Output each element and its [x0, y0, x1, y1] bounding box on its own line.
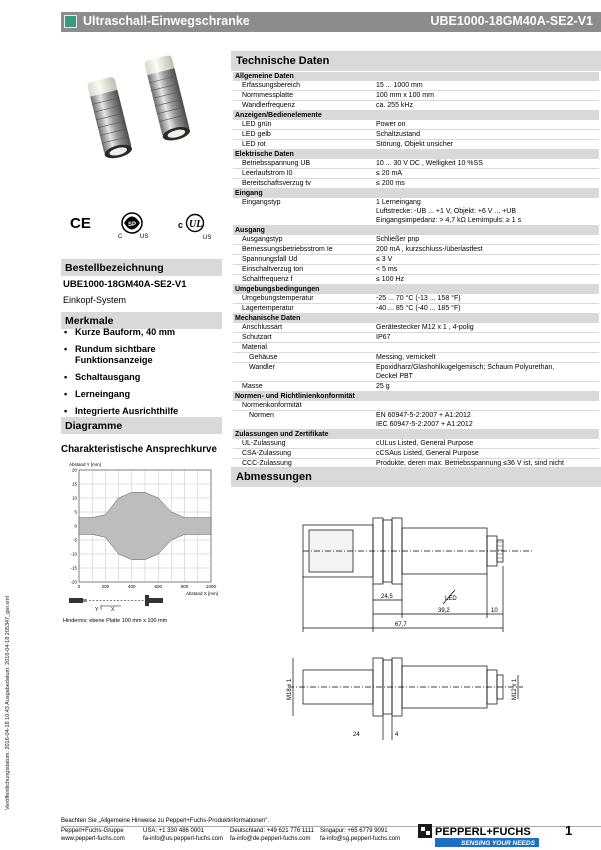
tech-value: IP67: [376, 334, 391, 341]
tech-data-row: [233, 411, 599, 430]
tech-data-section: [231, 51, 601, 71]
ul-mark-icon: [178, 215, 211, 242]
tech-key: Lagertemperatur: [242, 305, 294, 312]
feature-item: • Rundum sichtbare Funktionsanzeige: [63, 344, 221, 366]
tech-value: ≤ 100 Hz: [376, 276, 404, 283]
tech-key: Elektrische Daten: [235, 151, 294, 158]
tech-key: Ausgang: [235, 227, 265, 234]
tech-key: Betriebsspannung UB: [242, 160, 311, 167]
y-tick-label: -5: [72, 537, 77, 543]
publication-info: Veröffentlichungsdatum: 2016-04-18 10:43 Ausgabedatum: 2016-04-18 205347_ger.xml: [5, 596, 11, 810]
tech-data-row: [233, 169, 599, 179]
model-number: UBE1000-18GM40A-SE2-V1: [430, 14, 593, 28]
tech-data-row: [233, 333, 599, 343]
tech-value: Störung, Objekt unsicher: [376, 141, 454, 148]
diagrams-section: [61, 417, 222, 434]
tech-value: 200 mA , kurzschluss-/überlastfest: [376, 246, 483, 253]
certification-marks: [70, 208, 220, 248]
features-list: [63, 327, 221, 423]
tech-group-row: [233, 150, 599, 159]
tech-data-heading: Technische Daten: [231, 51, 601, 71]
feature-item: • Schaltausgang: [63, 372, 221, 383]
x-tick-label: 800: [180, 584, 189, 589]
tech-key: Material: [242, 344, 267, 351]
x-axis-label: Abstand X [mm]: [186, 591, 219, 596]
feature-item: • Lerneingang: [63, 389, 221, 400]
tech-value: 10 ... 30 V DC , Welligkeit 10 %SS: [376, 160, 483, 167]
tech-data-row: [233, 449, 599, 459]
tech-key: Eingangstyp: [242, 199, 281, 206]
svg-text:SP: SP: [128, 222, 137, 228]
dim-4: 4: [395, 732, 399, 738]
y-tick-label: 0: [74, 523, 77, 529]
footer-group: [61, 828, 125, 843]
csa-us-label: US: [140, 234, 149, 240]
tech-key: Wandlerfrequenz: [242, 102, 296, 109]
tech-data-row: [233, 275, 599, 285]
tech-value: Schließer pnp: [376, 236, 420, 243]
tech-data-row: [233, 255, 599, 265]
tech-key: Gehäuse: [249, 354, 278, 361]
order-description: Einkopf-System: [63, 295, 127, 305]
tech-group-row: [233, 72, 599, 81]
curve-title: Charakteristische Ansprechkurve: [61, 444, 217, 455]
response-curve-chart: [61, 458, 223, 628]
tech-key: Normen: [249, 412, 274, 419]
tech-key: Eingang: [235, 190, 263, 197]
tech-value: Gerätestecker M12 x 1 , 4-polig: [376, 324, 474, 331]
tech-group-row: [233, 111, 599, 120]
tech-value: 15 ... 1000 mm: [376, 82, 423, 89]
tech-key: LED gelb: [242, 131, 271, 138]
tech-value: ≤ 200 ms: [376, 180, 405, 187]
y-tick-label: 10: [71, 495, 77, 501]
brand-name: PEPPERL+FUCHS: [435, 826, 531, 838]
x-tick-label: 200: [101, 584, 110, 589]
footer-de-email-link[interactable]: fa-info@de.pepperl-fuchs.com: [230, 835, 311, 842]
tech-value: < 5 ms: [376, 266, 398, 273]
dim-67-7: 67,7: [395, 622, 407, 628]
dimension-drawing: [233, 490, 601, 760]
tech-key: Bereitschaftsverzug tv: [242, 180, 311, 187]
y-tick-label: 15: [71, 481, 77, 487]
tech-value: ≤ 20 mA: [376, 170, 403, 177]
tech-value: EN 60947-5-2:2007 + A1:2012 IEC 60947-5-2:2007 + A1:2012: [376, 412, 473, 428]
tech-key: Einschaltverzug ton: [242, 266, 304, 273]
legend-x-label: X: [111, 607, 115, 613]
tech-data-row: [233, 198, 599, 226]
tech-key: LED rot: [242, 141, 266, 148]
tech-data-row: [233, 401, 599, 411]
tech-key: Masse: [242, 383, 263, 390]
tech-data-row: [233, 363, 599, 382]
y-tick-label: 5: [74, 509, 77, 515]
tech-key: Normmessplatte: [242, 92, 293, 99]
y-tick-label: -10: [70, 551, 77, 557]
tech-key: CSA-Zulassung: [242, 450, 292, 457]
tech-key: Normen- und Richtlinienkonformität: [235, 393, 355, 400]
dim-39-2: 39,2: [438, 608, 450, 614]
tech-data-row: [233, 120, 599, 130]
legend-y-label: Y: [95, 607, 99, 613]
brand-logo: [418, 822, 540, 848]
tech-data-row: [233, 91, 599, 101]
tech-value: [376, 401, 599, 410]
tech-value: -25 ... 70 °C (-13 ... 158 °F): [376, 295, 461, 302]
dim-10: 10: [491, 608, 498, 614]
tech-value: Schaltzustand: [376, 131, 420, 138]
diagrams-heading: Diagramme: [61, 417, 222, 434]
feature-item: • Kurze Bauform, 40 mm: [63, 327, 221, 338]
x-tick-label: 1000: [205, 584, 217, 589]
tech-data-row: [233, 294, 599, 304]
tech-key: Umgebungstemperatur: [242, 295, 314, 302]
tech-data-row: [233, 130, 599, 140]
tech-value: -40 ... 85 °C (-40 ... 185 °F): [376, 305, 461, 312]
features-heading: Merkmale: [61, 312, 222, 329]
thread-m18: M18 x 1: [287, 678, 293, 700]
tech-value: ca. 255 kHz: [376, 102, 413, 109]
footer-note: Beachten Sie „Allgemeine Hinweise zu Pepperl+Fuchs-Produktinformationen".: [61, 818, 270, 824]
footer-group-name: Pepperl+Fuchs-Gruppe: [61, 828, 124, 834]
tech-data-row: [233, 101, 599, 111]
ce-mark: CE: [70, 215, 91, 232]
order-heading: Bestellbezeichnung: [61, 259, 222, 276]
tech-value: 100 mm x 100 mm: [376, 92, 434, 99]
tech-value: 25 g: [376, 383, 390, 390]
tech-key: Bemessungsbetriebsstrom Ie: [242, 246, 333, 253]
tech-data-row: [233, 353, 599, 363]
tech-key: Allgemeine Daten: [235, 73, 294, 80]
tech-value: Produkte, deren max. Betriebsspannung ≤36 V ist, sind nicht: [376, 460, 564, 467]
tech-key: Schutzart: [242, 334, 272, 341]
csa-c-label: C: [118, 234, 123, 240]
tech-group-row: [233, 314, 599, 323]
brand-tagline: SENSING YOUR NEEDS: [461, 840, 535, 847]
tech-data-row: [233, 382, 599, 392]
order-code: UBE1000-18GM40A-SE2-V1: [63, 279, 187, 290]
footer-usa-phone: USA: +1 330 486 0001: [143, 828, 204, 834]
tech-group-row: [233, 430, 599, 439]
tech-data-row: [233, 245, 599, 255]
tech-data-row: [233, 81, 599, 91]
ul-c-label: c: [178, 220, 184, 230]
tech-data-row: [233, 159, 599, 169]
tech-group-row: [233, 189, 599, 198]
tech-data-row: [233, 304, 599, 314]
footer-usa: [143, 828, 223, 843]
tech-data-row: [233, 343, 599, 353]
tech-group-row: [233, 226, 599, 235]
page-number: 1: [565, 823, 573, 838]
feature-item: • Integrierte Ausrichthilfe: [63, 406, 221, 417]
tech-value: 1 Lerneingang Luftstrecke: -UB ... +1 V, Objekt: +6 V ... +UB Eingangsimpedanz: > 4,7 kΩ Lernimpuls: ≥ 1 s: [376, 199, 522, 224]
tech-key: Mechanische Daten: [235, 315, 301, 322]
tech-value: cULus Listed, General Purpose: [376, 440, 474, 447]
footer-website-link[interactable]: www.pepperl-fuchs.com: [61, 835, 125, 842]
tech-key: Schaltfrequenz f: [242, 276, 293, 283]
footer-usa-email-link[interactable]: fa-info@us.pepperl-fuchs.com: [143, 835, 224, 842]
tech-value: Messing, vernickelt: [376, 354, 436, 361]
led-label: LED: [445, 596, 457, 602]
tech-value: Power on: [376, 121, 406, 128]
tech-key: Anzeigen/Bedienelemente: [235, 112, 322, 119]
ul-us-label: US: [203, 235, 212, 241]
y-tick-label: -15: [70, 565, 77, 571]
tech-data-row: [233, 265, 599, 275]
tech-key: Zulassungen und Zertifikate: [235, 431, 329, 438]
tech-key: Leerlaufstrom I0: [242, 170, 293, 177]
header-logo-icon: [64, 15, 77, 28]
thread-m12: M12 x 1: [512, 678, 518, 700]
footer-de-phone: Deutschland: +49 621 776 1111: [230, 828, 314, 834]
dim-24-5: 24,5: [381, 594, 393, 600]
y-tick-label: 20: [71, 467, 77, 473]
footer-sg-phone: Singapur: +65 6779 9091: [320, 828, 388, 834]
y-tick-label: -20: [70, 579, 77, 585]
document-header: [61, 12, 601, 32]
dimensions-heading: Abmessungen: [231, 467, 601, 487]
tech-data-row: [233, 323, 599, 333]
tech-value: [376, 343, 599, 352]
tech-value: ≤ 3 V: [376, 256, 393, 263]
tech-key: Anschlussart: [242, 324, 283, 331]
tech-key: Normenkonformität: [242, 402, 302, 409]
product-photo: [72, 48, 212, 188]
x-tick-label: 600: [154, 584, 162, 589]
footer-germany: [230, 828, 314, 843]
tech-key: LED grün: [242, 121, 272, 128]
y-axis-label: Abstand Y [mm]: [69, 462, 101, 467]
footer-sg-email-link[interactable]: fa-info@sg.pepperl-fuchs.com: [320, 835, 401, 842]
csa-mark-icon: [118, 213, 148, 240]
tech-value: cCSAus Listed, General Purpose: [376, 450, 479, 457]
tech-key: Ausgangstyp: [242, 236, 283, 243]
tech-key: CCC-Zulassung: [242, 460, 292, 467]
tech-key: UL-Zulassung: [242, 440, 286, 447]
order-section: [61, 259, 222, 276]
tech-key: Spannungsfall Ud: [242, 256, 298, 263]
tech-group-row: [233, 285, 599, 294]
tech-group-row: [233, 392, 599, 401]
dim-24: 24: [353, 732, 360, 738]
tech-key: Umgebungsbedingungen: [235, 286, 320, 293]
document-title: Ultraschall-Einwegschranke: [83, 14, 250, 28]
x-tick-label: 400: [128, 584, 136, 589]
tech-data-row: [233, 235, 599, 245]
measurement-sketch-icon: [69, 595, 163, 613]
tech-key: Wandler: [249, 364, 275, 371]
tech-key: Erfassungsbereich: [242, 82, 300, 89]
tech-data-row: [233, 439, 599, 449]
x-tick-label: 0: [77, 584, 81, 589]
chart-note: Hindernis: ebene Platte 100 mm x 100 mm: [63, 618, 168, 624]
tech-data-table: [233, 72, 599, 487]
tech-data-row: [233, 140, 599, 150]
dimensions-section: [231, 467, 601, 487]
tech-data-row: [233, 179, 599, 189]
footer-singapore: [320, 828, 400, 843]
svg-text:UL: UL: [189, 219, 203, 230]
tech-value: Epoxidharz/Glashohlkugelgemisch; Schaum Polyurethan, Deckel PBT: [376, 364, 555, 380]
